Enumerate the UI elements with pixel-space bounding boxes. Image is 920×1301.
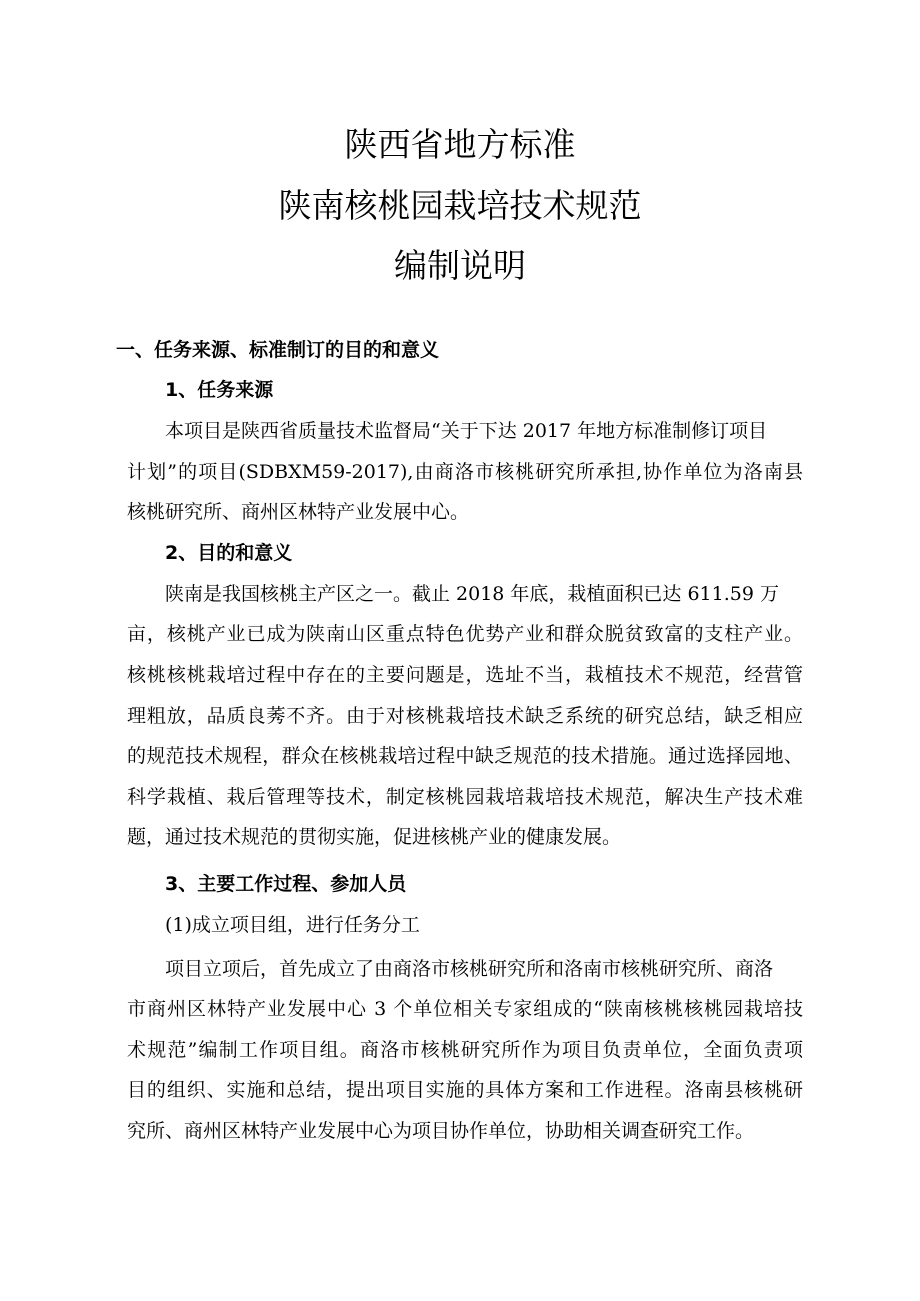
subsection-3-heading: 3、主要工作过程、参加人员 [165,873,407,895]
paragraph-line: 术规范”编制工作项目组。商洛市核桃研究所作为项目负责单位，全面负责项 [127,1039,803,1061]
paragraph-line: 亩，核桃产业已成为陕南山区重点特色优势产业和群众脱贫致富的支柱产业。 [127,623,803,645]
paragraph-line: 本项目是陕西省质量技术监督局“关于下达 2017 年地方标准制修订项目 [165,420,768,442]
paragraph-line: 陕南是我国核桃主产区之一。截止 2018 年底，栽植面积已达 611.59 万 [165,583,779,605]
paragraph-line: 的规范技术规程，群众在核桃栽培过程中缺乏规范的技术措施。通过选择园地、 [127,745,803,767]
section-1-heading: 一、任务来源、标准制订的目的和意义 [116,339,440,361]
paragraph-line: 目的组织、实施和总结，提出项目实施的具体方案和工作进程。洛南县核桃研 [127,1079,803,1101]
paragraph-line: 核桃研究所、商州区林特产业发展中心。 [127,501,470,523]
paragraph-line: 市商州区林特产业发展中心 3 个单位相关专家组成的“陕南核桃核桃园栽培技 [127,998,803,1020]
paragraph-line: 理粗放，品质良莠不齐。由于对核桃栽培技术缺乏系统的研究总结，缺乏相应 [127,705,803,727]
paragraph-line: 究所、商州区林特产业发展中心为项目协作单位，协助相关调查研究工作。 [127,1120,755,1142]
paragraph-line: 计划”的项目(SDBXM59-2017),由商洛市核桃研究所承担,协作单位为洛南县 [127,461,803,483]
doc-title-line-2: 陕南核桃园栽培技术规范 [278,186,642,225]
paragraph-line: 核桃核桃栽培过程中存在的主要问题是，选址不当，栽植技术不规范，经营管 [127,664,803,686]
paragraph-line: 科学栽植、栽后管理等技术，制定核桃园栽培栽培技术规范，解决生产技术难 [127,786,803,808]
list-item: (1)成立项目组，进行任务分工 [165,914,420,936]
paragraph-line: 题，通过技术规范的贯彻实施，促进核桃产业的健康发展。 [127,826,622,848]
subsection-1-heading: 1、任务来源 [165,379,274,401]
subsection-2-heading: 2、目的和意义 [165,542,293,564]
paragraph-line: 项目立项后，首先成立了由商洛市核桃研究所和洛南市核桃研究所、商洛 [165,958,774,980]
doc-title-line-1: 陕西省地方标准 [344,125,576,164]
doc-title-line-3: 编制说明 [394,246,526,285]
